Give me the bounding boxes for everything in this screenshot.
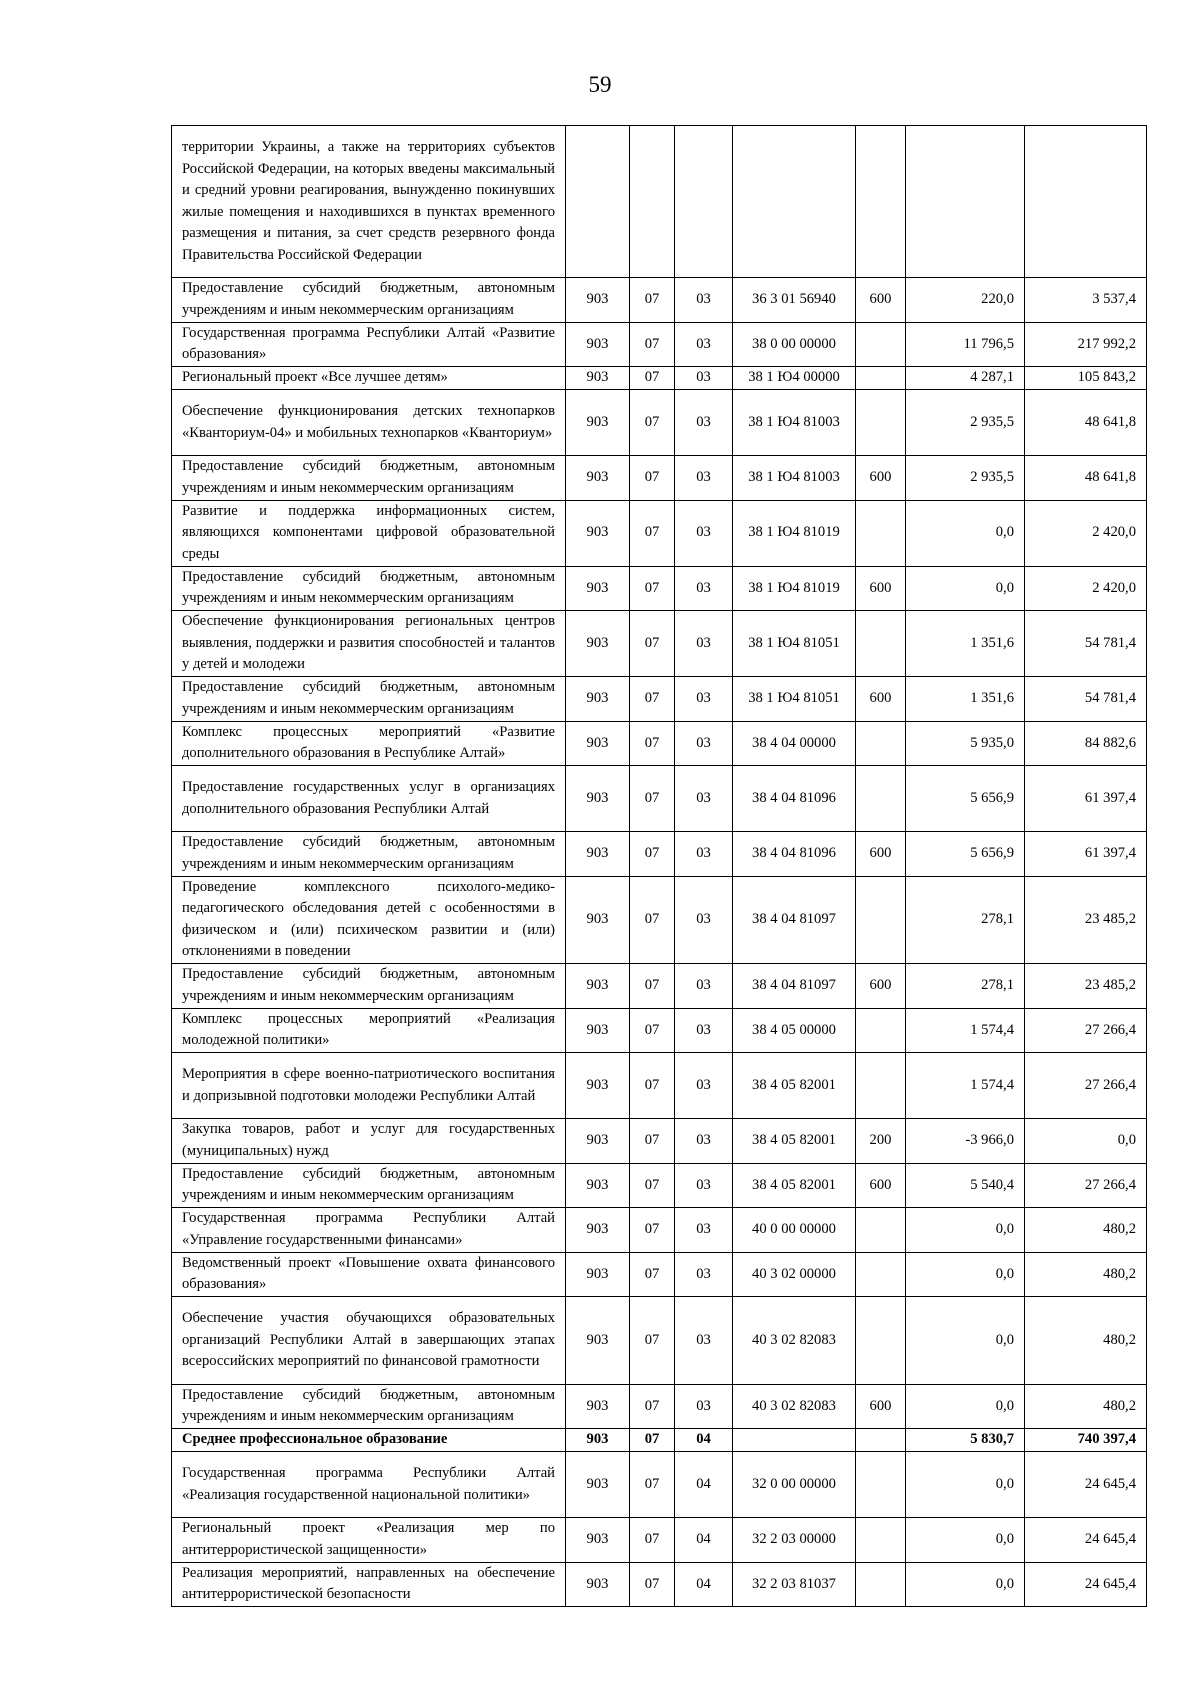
- table-row: [172, 126, 1147, 278]
- target-article-cell: 32 2 03 00000: [733, 1518, 856, 1563]
- target-article-cell: 40 3 02 00000: [733, 1252, 856, 1297]
- amount-total-cell: 27 266,4: [1025, 1008, 1147, 1053]
- amount-change-cell: 1 574,4: [906, 1008, 1025, 1053]
- section-code-cell: 07: [630, 1384, 675, 1429]
- row-name-cell: Развитие и поддержка информационных систем, являющихся компонентами цифровой образовательной среды: [172, 500, 566, 566]
- expense-type-cell: 600: [856, 1384, 906, 1429]
- table-row: [172, 964, 1147, 1009]
- section-code-cell: 07: [630, 1562, 675, 1607]
- amount-total-cell: 0,0: [1025, 1119, 1147, 1164]
- amount-total-cell: 24 645,4: [1025, 1452, 1147, 1518]
- expense-type-cell: [856, 322, 906, 367]
- row-name-cell: Ведомственный проект «Повышение охвата финансового образования»: [172, 1252, 566, 1297]
- amount-change-cell: 2 935,5: [906, 390, 1025, 456]
- table-row: [172, 322, 1147, 367]
- ministry-code-cell: 903: [566, 278, 630, 323]
- section-code-cell: 07: [630, 1119, 675, 1164]
- subsection-code-cell: 03: [675, 1053, 733, 1119]
- subsection-code-cell: 03: [675, 322, 733, 367]
- subsection-code-cell: 03: [675, 500, 733, 566]
- section-code-cell: 07: [630, 1429, 675, 1452]
- amount-total-cell: 2 420,0: [1025, 500, 1147, 566]
- subsection-code-cell: [675, 126, 733, 278]
- ministry-code-cell: [566, 126, 630, 278]
- table-row: [172, 500, 1147, 566]
- ministry-code-cell: 903: [566, 1208, 630, 1253]
- ministry-code-cell: 903: [566, 1008, 630, 1053]
- section-code-cell: 07: [630, 566, 675, 611]
- expense-type-cell: 600: [856, 278, 906, 323]
- budget-table: [171, 125, 1147, 1607]
- table-row: [172, 876, 1147, 964]
- target-article-cell: 38 1 Ю4 81051: [733, 611, 856, 677]
- amount-total-cell: 61 397,4: [1025, 832, 1147, 877]
- subsection-code-cell: 03: [675, 566, 733, 611]
- table-row: [172, 611, 1147, 677]
- target-article-cell: 38 4 05 82001: [733, 1053, 856, 1119]
- table-row: [172, 1208, 1147, 1253]
- row-name-cell: Региональный проект «Все лучшее детям»: [172, 367, 566, 390]
- table-row: [172, 1163, 1147, 1208]
- amount-change-cell: 5 935,0: [906, 721, 1025, 766]
- amount-change-cell: [906, 126, 1025, 278]
- amount-total-cell: 27 266,4: [1025, 1053, 1147, 1119]
- section-code-cell: 07: [630, 766, 675, 832]
- expense-type-cell: [856, 390, 906, 456]
- ministry-code-cell: 903: [566, 322, 630, 367]
- expense-type-cell: [856, 367, 906, 390]
- subsection-code-cell: 03: [675, 1163, 733, 1208]
- target-article-cell: 38 0 00 00000: [733, 322, 856, 367]
- ministry-code-cell: 903: [566, 1119, 630, 1164]
- amount-change-cell: 0,0: [906, 1384, 1025, 1429]
- amount-total-cell: 2 420,0: [1025, 566, 1147, 611]
- table-row: [172, 1008, 1147, 1053]
- subsection-code-cell: 03: [675, 390, 733, 456]
- section-code-cell: [630, 126, 675, 278]
- amount-change-cell: 0,0: [906, 1297, 1025, 1385]
- ministry-code-cell: 903: [566, 1384, 630, 1429]
- amount-change-cell: 11 796,5: [906, 322, 1025, 367]
- subsection-code-cell: 03: [675, 677, 733, 722]
- ministry-code-cell: 903: [566, 876, 630, 964]
- expense-type-cell: 600: [856, 456, 906, 501]
- subsection-code-cell: 03: [675, 456, 733, 501]
- row-name-cell: Предоставление субсидий бюджетным, автономным учреждениям и иным некоммерческим организациям: [172, 456, 566, 501]
- subsection-code-cell: 03: [675, 721, 733, 766]
- table-row: [172, 1297, 1147, 1385]
- row-name-cell: Региональный проект «Реализация мер по антитеррористической защищенности»: [172, 1518, 566, 1563]
- row-name-cell: Предоставление субсидий бюджетным, автономным учреждениям и иным некоммерческим организациям: [172, 566, 566, 611]
- amount-change-cell: 278,1: [906, 876, 1025, 964]
- subsection-code-cell: 04: [675, 1452, 733, 1518]
- target-article-cell: 38 4 04 81096: [733, 766, 856, 832]
- amount-total-cell: 105 843,2: [1025, 367, 1147, 390]
- target-article-cell: 38 4 05 00000: [733, 1008, 856, 1053]
- amount-total-cell: 48 641,8: [1025, 456, 1147, 501]
- ministry-code-cell: 903: [566, 456, 630, 501]
- section-code-cell: 07: [630, 1252, 675, 1297]
- page-number: 59: [588, 72, 612, 97]
- target-article-cell: 38 1 Ю4 81003: [733, 390, 856, 456]
- table-row: [172, 456, 1147, 501]
- section-code-cell: 07: [630, 1452, 675, 1518]
- ministry-code-cell: 903: [566, 367, 630, 390]
- amount-total-cell: 54 781,4: [1025, 611, 1147, 677]
- section-code-cell: 07: [630, 1297, 675, 1385]
- expense-type-cell: [856, 1452, 906, 1518]
- amount-total-cell: 480,2: [1025, 1297, 1147, 1385]
- table-row: [172, 1384, 1147, 1429]
- amount-change-cell: 1 351,6: [906, 677, 1025, 722]
- section-code-cell: 07: [630, 1008, 675, 1053]
- row-name-cell: Обеспечение функционирования региональных центров выявления, поддержки и развития способностей и талантов у детей и молодежи: [172, 611, 566, 677]
- table-row: [172, 677, 1147, 722]
- expense-type-cell: 200: [856, 1119, 906, 1164]
- expense-type-cell: 600: [856, 964, 906, 1009]
- amount-total-cell: 24 645,4: [1025, 1562, 1147, 1607]
- amount-change-cell: 0,0: [906, 1252, 1025, 1297]
- row-name-cell: Комплекс процессных мероприятий «Реализация молодежной политики»: [172, 1008, 566, 1053]
- section-code-cell: 07: [630, 1208, 675, 1253]
- expense-type-cell: [856, 1008, 906, 1053]
- row-name-cell: Государственная программа Республики Алтай «Развитие образования»: [172, 322, 566, 367]
- subsection-code-cell: 03: [675, 1384, 733, 1429]
- amount-change-cell: 0,0: [906, 1518, 1025, 1563]
- table-row: [172, 1429, 1147, 1452]
- amount-change-cell: 5 830,7: [906, 1429, 1025, 1452]
- amount-total-cell: 480,2: [1025, 1384, 1147, 1429]
- section-code-cell: 07: [630, 876, 675, 964]
- ministry-code-cell: 903: [566, 1252, 630, 1297]
- expense-type-cell: [856, 766, 906, 832]
- amount-change-cell: 0,0: [906, 1562, 1025, 1607]
- subsection-code-cell: 03: [675, 1008, 733, 1053]
- amount-total-cell: 740 397,4: [1025, 1429, 1147, 1452]
- expense-type-cell: [856, 1429, 906, 1452]
- subsection-code-cell: 03: [675, 1208, 733, 1253]
- table-row: [172, 1518, 1147, 1563]
- target-article-cell: 38 4 05 82001: [733, 1119, 856, 1164]
- subsection-code-cell: 03: [675, 367, 733, 390]
- ministry-code-cell: 903: [566, 390, 630, 456]
- expense-type-cell: 600: [856, 566, 906, 611]
- row-name-cell: Проведение комплексного психолого-медико-педагогического обследования детей с особенностями в физическом и (или) психическом развитии и (или) отклонениями в поведении: [172, 876, 566, 964]
- table-row: [172, 1252, 1147, 1297]
- target-article-cell: 40 3 02 82083: [733, 1384, 856, 1429]
- row-name-cell: Предоставление субсидий бюджетным, автономным учреждениям и иным некоммерческим организациям: [172, 278, 566, 323]
- ministry-code-cell: 903: [566, 500, 630, 566]
- amount-total-cell: 3 537,4: [1025, 278, 1147, 323]
- expense-type-cell: [856, 1252, 906, 1297]
- target-article-cell: 38 4 04 81096: [733, 832, 856, 877]
- ministry-code-cell: 903: [566, 1452, 630, 1518]
- expense-type-cell: [856, 1208, 906, 1253]
- row-name-cell: Государственная программа Республики Алтай «Управление государственными финансами»: [172, 1208, 566, 1253]
- section-code-cell: 07: [630, 390, 675, 456]
- row-name-cell: Закупка товаров, работ и услуг для государственных (муниципальных) нужд: [172, 1119, 566, 1164]
- table-row: [172, 1452, 1147, 1518]
- ministry-code-cell: 903: [566, 1297, 630, 1385]
- expense-type-cell: [856, 721, 906, 766]
- row-name-cell: Предоставление субсидий бюджетным, автономным учреждениям и иным некоммерческим организациям: [172, 1384, 566, 1429]
- row-name-cell: Предоставление субсидий бюджетным, автономным учреждениям и иным некоммерческим организациям: [172, 964, 566, 1009]
- subsection-code-cell: 04: [675, 1429, 733, 1452]
- amount-total-cell: [1025, 126, 1147, 278]
- amount-change-cell: 5 656,9: [906, 832, 1025, 877]
- row-name-cell: Государственная программа Республики Алтай «Реализация государственной национальной политики»: [172, 1452, 566, 1518]
- section-code-cell: 07: [630, 322, 675, 367]
- expense-type-cell: [856, 1518, 906, 1563]
- amount-total-cell: 61 397,4: [1025, 766, 1147, 832]
- ministry-code-cell: 903: [566, 677, 630, 722]
- section-code-cell: 07: [630, 1518, 675, 1563]
- expense-type-cell: [856, 126, 906, 278]
- ministry-code-cell: 903: [566, 611, 630, 677]
- amount-change-cell: 0,0: [906, 500, 1025, 566]
- subsection-code-cell: 03: [675, 964, 733, 1009]
- subsection-code-cell: 03: [675, 876, 733, 964]
- amount-change-cell: 1 351,6: [906, 611, 1025, 677]
- section-code-cell: 07: [630, 721, 675, 766]
- amount-change-cell: -3 966,0: [906, 1119, 1025, 1164]
- table-row: [172, 721, 1147, 766]
- ministry-code-cell: 903: [566, 766, 630, 832]
- table-row: [172, 1562, 1147, 1607]
- expense-type-cell: [856, 1297, 906, 1385]
- amount-change-cell: 278,1: [906, 964, 1025, 1009]
- amount-change-cell: 2 935,5: [906, 456, 1025, 501]
- amount-change-cell: 0,0: [906, 566, 1025, 611]
- table-row: [172, 832, 1147, 877]
- section-code-cell: 07: [630, 456, 675, 501]
- target-article-cell: 36 3 01 56940: [733, 278, 856, 323]
- target-article-cell: 40 3 02 82083: [733, 1297, 856, 1385]
- amount-total-cell: 24 645,4: [1025, 1518, 1147, 1563]
- row-name-cell: Предоставление государственных услуг в организациях дополнительного образования Республики Алтай: [172, 766, 566, 832]
- table-row: [172, 278, 1147, 323]
- row-name-cell: Предоставление субсидий бюджетным, автономным учреждениям и иным некоммерческим организациям: [172, 677, 566, 722]
- target-article-cell: 38 4 04 00000: [733, 721, 856, 766]
- subsection-code-cell: 04: [675, 1518, 733, 1563]
- expense-type-cell: [856, 876, 906, 964]
- ministry-code-cell: 903: [566, 832, 630, 877]
- amount-total-cell: 23 485,2: [1025, 964, 1147, 1009]
- row-name-cell: Мероприятия в сфере военно-патриотического воспитания и допризывной подготовки молодежи Республики Алтай: [172, 1053, 566, 1119]
- expense-type-cell: 600: [856, 1163, 906, 1208]
- subsection-code-cell: 03: [675, 1119, 733, 1164]
- target-article-cell: 32 2 03 81037: [733, 1562, 856, 1607]
- amount-change-cell: 5 540,4: [906, 1163, 1025, 1208]
- table-row: [172, 367, 1147, 390]
- amount-change-cell: 1 574,4: [906, 1053, 1025, 1119]
- ministry-code-cell: 903: [566, 566, 630, 611]
- target-article-cell: 32 0 00 00000: [733, 1452, 856, 1518]
- target-article-cell: 38 1 Ю4 81003: [733, 456, 856, 501]
- amount-total-cell: 54 781,4: [1025, 677, 1147, 722]
- subsection-code-cell: 03: [675, 278, 733, 323]
- row-name-cell: территории Украины, а также на территориях субъектов Российской Федерации, на которых введены максимальный и средний уровни реагирования, вынужденно покинувших жилые помещения и находившихся в пунктах временного размещения и питания, за счет средств резервного фонда Правительства Российской Федерации: [172, 126, 566, 278]
- row-name-cell: Реализация мероприятий, направленных на обеспечение антитеррористической безопасности: [172, 1562, 566, 1607]
- section-code-cell: 07: [630, 832, 675, 877]
- target-article-cell: 38 1 Ю4 81019: [733, 566, 856, 611]
- target-article-cell: 38 4 04 81097: [733, 964, 856, 1009]
- table-row: [172, 1119, 1147, 1164]
- table-row: [172, 390, 1147, 456]
- amount-total-cell: 84 882,6: [1025, 721, 1147, 766]
- amount-total-cell: 480,2: [1025, 1252, 1147, 1297]
- expense-type-cell: [856, 611, 906, 677]
- section-code-cell: 07: [630, 677, 675, 722]
- row-name-cell: Среднее профессиональное образование: [172, 1429, 566, 1452]
- subsection-code-cell: 03: [675, 1252, 733, 1297]
- section-code-cell: 07: [630, 1163, 675, 1208]
- section-code-cell: 07: [630, 500, 675, 566]
- amount-total-cell: 23 485,2: [1025, 876, 1147, 964]
- subsection-code-cell: 03: [675, 1297, 733, 1385]
- expense-type-cell: [856, 1053, 906, 1119]
- section-code-cell: 07: [630, 964, 675, 1009]
- target-article-cell: 38 1 Ю4 00000: [733, 367, 856, 390]
- row-name-cell: Предоставление субсидий бюджетным, автономным учреждениям и иным некоммерческим организациям: [172, 1163, 566, 1208]
- subsection-code-cell: 03: [675, 766, 733, 832]
- ministry-code-cell: 903: [566, 1163, 630, 1208]
- target-article-cell: 38 1 Ю4 81019: [733, 500, 856, 566]
- amount-change-cell: 0,0: [906, 1452, 1025, 1518]
- ministry-code-cell: 903: [566, 721, 630, 766]
- ministry-code-cell: 903: [566, 1518, 630, 1563]
- target-article-cell: 38 4 04 81097: [733, 876, 856, 964]
- amount-change-cell: 220,0: [906, 278, 1025, 323]
- row-name-cell: Обеспечение функционирования детских технопарков «Кванториум-04» и мобильных технопарков «Кванториум»: [172, 390, 566, 456]
- target-article-cell: [733, 1429, 856, 1452]
- amount-total-cell: 27 266,4: [1025, 1163, 1147, 1208]
- section-code-cell: 07: [630, 1053, 675, 1119]
- target-article-cell: 40 0 00 00000: [733, 1208, 856, 1253]
- row-name-cell: Обеспечение участия обучающихся образовательных организаций Республики Алтай в завершающих этапах всероссийских мероприятий по финансовой грамотности: [172, 1297, 566, 1385]
- section-code-cell: 07: [630, 611, 675, 677]
- row-name-cell: Комплекс процессных мероприятий «Развитие дополнительного образования в Республике Алтай»: [172, 721, 566, 766]
- table-row: [172, 566, 1147, 611]
- ministry-code-cell: 903: [566, 964, 630, 1009]
- table-row: [172, 766, 1147, 832]
- amount-total-cell: 217 992,2: [1025, 322, 1147, 367]
- subsection-code-cell: 03: [675, 832, 733, 877]
- subsection-code-cell: 03: [675, 611, 733, 677]
- amount-change-cell: 0,0: [906, 1208, 1025, 1253]
- row-name-cell: Предоставление субсидий бюджетным, автономным учреждениям и иным некоммерческим организациям: [172, 832, 566, 877]
- expense-type-cell: [856, 500, 906, 566]
- amount-change-cell: 4 287,1: [906, 367, 1025, 390]
- target-article-cell: 38 4 05 82001: [733, 1163, 856, 1208]
- target-article-cell: 38 1 Ю4 81051: [733, 677, 856, 722]
- expense-type-cell: 600: [856, 677, 906, 722]
- expense-type-cell: [856, 1562, 906, 1607]
- amount-total-cell: 48 641,8: [1025, 390, 1147, 456]
- amount-total-cell: 480,2: [1025, 1208, 1147, 1253]
- ministry-code-cell: 903: [566, 1429, 630, 1452]
- subsection-code-cell: 04: [675, 1562, 733, 1607]
- amount-change-cell: 5 656,9: [906, 766, 1025, 832]
- target-article-cell: [733, 126, 856, 278]
- table-row: [172, 1053, 1147, 1119]
- section-code-cell: 07: [630, 367, 675, 390]
- section-code-cell: 07: [630, 278, 675, 323]
- ministry-code-cell: 903: [566, 1562, 630, 1607]
- ministry-code-cell: 903: [566, 1053, 630, 1119]
- expense-type-cell: 600: [856, 832, 906, 877]
